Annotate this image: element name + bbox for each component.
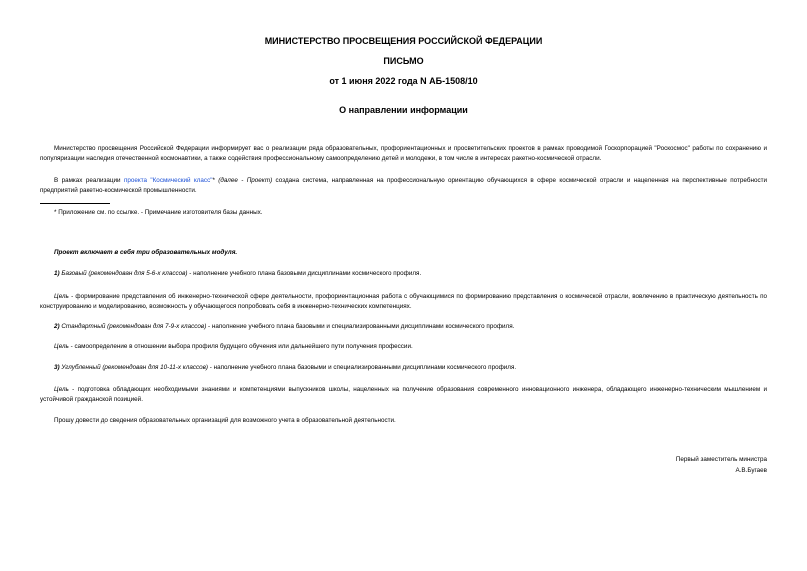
m3-name: Углубленный (рекомендован для 10-11-х классов) — [59, 364, 209, 371]
module-1 — [40, 269, 767, 279]
m2-goal-text: - самоопределение в отношении выбора профиля будущего обучения или дальнейшего пути получения профессии. — [68, 343, 413, 350]
m1-name: Базовый (рекомендован для 5-6-х классов) — [59, 270, 188, 277]
closing-paragraph: Прошу довести до сведения образовательных организаций для возможного учета в образовательной деятельности. — [54, 417, 396, 424]
m1-goal-text: - формирование представления об инженерно-технической сфере деятельности, профориентационная работа с обучающимися по формированию представления о космической отрасли, вовлечению в практическую деятельность по конструированию и моделированию, возможность у обучающегося попробовать себя в инженерно-технических компетенциях. — [40, 293, 767, 310]
m1-text: - наполнение учебного плана базовыми дисциплинами космического профиля. — [187, 270, 422, 277]
project-intro — [40, 248, 767, 258]
m1-num: 1) — [54, 270, 60, 277]
m2-num: 2) — [54, 323, 60, 330]
m3-num: 3) — [54, 364, 60, 371]
document-type: ПИСЬМО — [383, 56, 424, 66]
project-intro-text: Проект включает в себя три образовательных модуля. — [54, 249, 238, 256]
paragraph-project — [40, 176, 767, 196]
subject-title: О направлении информации — [339, 105, 468, 115]
paragraph-intro: Министерство просвещения Российской Федерации информирует вас о реализации ряда образовательных, профориентационных и просветительских проектов в рамках проводимой Госкорпорацией "Роскосмос" работы по сохранению и популяризации наследия отечественной космонавтики, а также содействия профессиональному самоопределению детей и молодежи, в том числе в интересах ракетно-космической отрасли. — [40, 145, 767, 162]
date-number: от 1 июня 2022 года N АБ-1508/10 — [329, 76, 478, 86]
module-3-goal — [40, 385, 767, 405]
footnote: * Приложение см. по ссылке. - Примечание изготовителя базы данных. — [54, 209, 263, 216]
p2-paren: (далее - Проект) — [214, 177, 273, 184]
m3-goal-label: Цель — [54, 386, 69, 393]
module-1-goal — [40, 292, 767, 312]
m2-name: Стандартный (рекомендован для 7-9-х классов) — [59, 323, 207, 330]
m3-goal-text: - подготовка обладающих необходимыми знаниями и компетенциями выпускников школы, нацеленных на получение образования современного инновационного инженера, обладающего инженерно-техническим мышлением и устойчивой гражданской позицией. — [40, 386, 767, 403]
ministry-heading: МИНИСТЕРСТВО ПРОСВЕЩЕНИЯ РОССИЙСКОЙ ФЕДЕРАЦИИ — [264, 36, 543, 46]
m3-text: - наполнение учебного плана базовыми и специализированными дисциплинами космического профиля. — [208, 364, 517, 371]
m1-goal-label: Цель — [54, 293, 69, 300]
module-2-goal — [40, 342, 767, 352]
p2-after: создана система, направленная на профессиональную ориентацию обучающихся в сфере космической отрасли и нацеленная на перспективные потребности предприятий ракетно-космической промышленности. — [40, 177, 767, 194]
signature-position: Первый заместитель министра — [675, 456, 767, 463]
m2-goal-label: Цель — [54, 343, 69, 350]
signature-name: А.В.Бугаев — [735, 467, 767, 474]
module-2 — [40, 322, 767, 332]
m2-text: - наполнение учебного плана базовыми и специализированными дисциплинами космического профиля. — [206, 323, 515, 330]
project-link[interactable]: проекта "Космический класс" — [123, 177, 213, 184]
p2-before: В рамках реализации — [54, 177, 124, 184]
footnote-divider — [40, 203, 110, 204]
footnote-mark: * — [212, 177, 215, 184]
module-3 — [40, 363, 767, 373]
